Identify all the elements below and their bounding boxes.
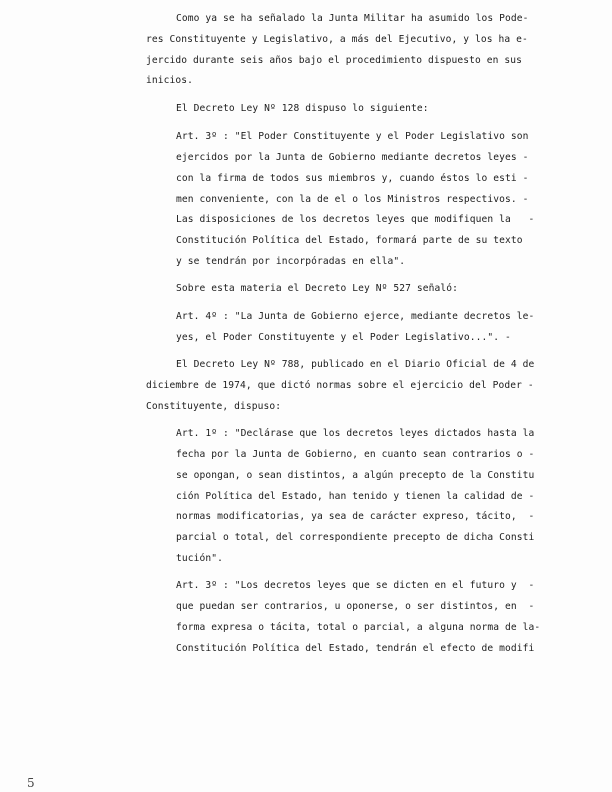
quote-1-line-7: y se tendrán por incorpóradas en ella". <box>176 256 406 267</box>
paragraph-1-line-4: inicios. <box>146 75 194 86</box>
quote-1-line-6: Constitución Política del Estado, formará parte de su texto <box>176 235 523 246</box>
quote-4-line-3: forma expresa o tácita, total o parcial, a alguna norma de la- <box>176 622 541 633</box>
paragraph-4-line-1: El Decreto Ley Nº 788, publicado en el Diario Oficial de 4 de <box>176 359 535 370</box>
quote-1-line-2: ejercidos por la Junta de Gobierno mediante decretos leyes - <box>176 152 529 163</box>
quote-3-line-3: se opongan, o sean distintos, a algún precepto de la Constitu <box>176 470 535 481</box>
quote-3-line-6: parcial o total, del correspondiente precepto de dicha Consti <box>176 532 535 543</box>
paragraph-1-line-3: jercido durante seis años bajo el procedimiento dispuesto en sus <box>146 55 523 66</box>
quote-3-line-7: tución". <box>176 553 224 564</box>
quote-3-line-4: ción Política del Estado, han tenido y tienen la calidad de - <box>176 491 535 502</box>
quote-3-line-5: normas modificatorias, ya sea de carácter expreso, tácito, - <box>176 511 535 522</box>
page-mark: 5 <box>27 776 35 790</box>
quote-1-line-4: men conveniente, con la de el o los Ministros respectivos. - <box>176 194 529 205</box>
quote-4-line-1: Art. 3º : "Los decretos leyes que se dicten en el futuro y - <box>176 580 535 591</box>
quote-2-line-1: Art. 4º : "La Junta de Gobierno ejerce, mediante decretos le- <box>176 311 535 322</box>
paragraph-1-line-1: Como ya se ha señalado la Junta Militar ha asumido los Pode- <box>176 13 529 24</box>
paragraph-4-line-2: diciembre de 1974, que dictó normas sobre el ejercicio del Poder - <box>146 380 534 391</box>
quote-3-line-1: Art. 1º : "Declárase que los decretos leyes dictados hasta la <box>176 428 535 439</box>
quote-1-line-3: con la firma de todos sus miembros y, cuando éstos lo esti - <box>176 173 529 184</box>
quote-2-line-2: yes, el Poder Constituyente y el Poder Legislativo...". - <box>176 332 511 343</box>
paragraph-2-line-1: El Decreto Ley Nº 128 dispuso lo siguiente: <box>176 103 429 114</box>
quote-4-line-4: Constitución Política del Estado, tendrán el efecto de modifi <box>176 643 535 654</box>
paragraph-3-line-1: Sobre esta materia el Decreto Ley Nº 527 señaló: <box>176 283 459 294</box>
quote-1-line-5: Las disposiciones de los decretos leyes que modifiquen la - <box>176 214 535 225</box>
quote-4-line-2: que puedan ser contrarios, u oponerse, o ser distintos, en - <box>176 601 535 612</box>
paragraph-1-line-2: res Constituyente y Legislativo, a más del Ejecutivo, y los ha e- <box>146 34 528 45</box>
quote-3-line-2: fecha por la Junta de Gobierno, en cuanto sean contrarios o - <box>176 449 535 460</box>
paragraph-4-line-3: Constituyente, dispuso: <box>146 401 282 412</box>
quote-1-line-1: Art. 3º : "El Poder Constituyente y el Poder Legislativo son <box>176 131 529 142</box>
